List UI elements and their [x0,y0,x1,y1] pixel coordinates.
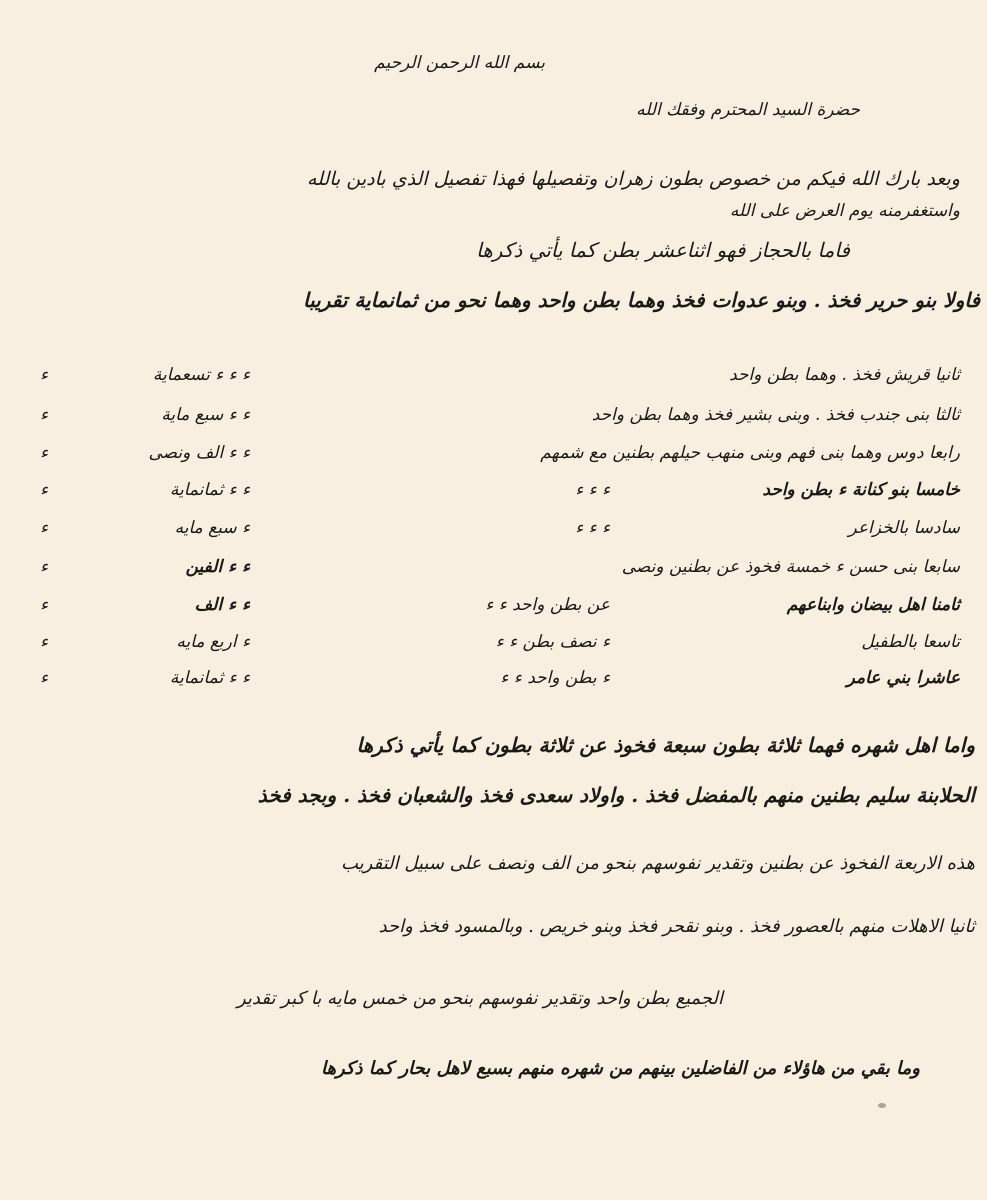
list-item-ditto: ء نصف بطن ء ء [495,632,610,652]
list-item-count: ء ء الفين [185,557,250,577]
paragraph-shahra-intro: واما اهل شهره فهما ثلاثة بطون سبعة فخوذ عن ثلاثة بطون كما يأتي ذكرها [356,733,975,757]
list-item-mark: ء [40,365,48,385]
list-item-second [10,365,980,399]
list-item-mark: ء [40,595,48,615]
lead-line: فاما بالحجاز فهو اثناعشر بطن كما يأتي ذكرها [476,238,850,262]
list-item-mark: ء [40,632,48,652]
list-item-text: سابعا بنى حسن ء خمسة فخوذ عن بطنين ونصى [621,557,960,577]
list-item-text: ثامنا اهل بيضان وابناعهم [786,595,960,615]
list-item-count: ء ء الف ونصى [148,443,250,463]
paragraph-closing: وما بقي من هاؤلاء من الفاضلين بينهم من شهره منهم بسبع لاهل بحار كما ذكرها [320,1058,920,1079]
list-item-count: ء ء ثمانماية [169,668,250,688]
ink-spot [878,1103,886,1108]
list-item-count: ء ء سبع ماية [161,405,250,425]
list-item-seventh [10,557,980,591]
list-item-count: ء ء ء تسعماية [152,365,250,385]
list-item-ditto: ء ء ء [575,518,610,538]
list-item-count: ء ء الف [194,595,250,615]
list-item-fourth [10,443,980,477]
list-item-tenth [10,668,980,702]
list-item-text: خامسا بنو كنانة ء بطن واحد [762,480,960,500]
list-item-mark: ء [40,480,48,500]
list-item-text: ثانيا قريش فخذ . وهما بطن واحد [729,365,960,385]
paragraph-total: الجميع بطن واحد وتقدير نفوسهم بنحو من خمس مايه با كبر تقدير [236,988,724,1009]
list-item-mark: ء [40,405,48,425]
paragraph-four-clans: هذه الاربعة الفخوذ عن بطنين وتقدير نفوسهم بنحو من الف ونصف على سبيل التقريب [340,853,975,874]
intro-line-2: واستغفرمنه يوم العرض على الله [729,201,960,221]
list-item-text: ثالثا بنى جندب فخذ . وبنى بشير فخذ وهما بطن واحد [591,405,960,425]
list-item-first: فاولا بنو حرير فخذ . وبنو عدوات فخذ وهما بطن واحد وهما نحو من ثمانماية تقريبا [303,288,980,312]
list-item-sixth [10,518,980,552]
paragraph-ahlat: ثانيا الاهلات منهم بالعصور فخذ . وبنو نقحر فخذ وبنو خريص . وبالمسود فخذ واحد [378,916,975,937]
intro-line-1: وبعد بارك الله فيكم من خصوص بطون زهران وتفصيلها فهذا تفصيل الذي بادين بالله [307,168,960,190]
list-item-text: عاشرا بني عامر [846,668,960,688]
salutation-line: حضرة السيد المحترم وفقك الله [636,100,860,120]
list-item-mark: ء [40,668,48,688]
list-item-mark: ء [40,518,48,538]
list-item-count: ء سبع مايه [174,518,250,538]
list-item-third [10,405,980,439]
list-item-ditto: ء بطن واحد ء ء [500,668,610,688]
list-item-mark: ء [40,557,48,577]
list-item-text: رابعا دوس وهما بنى فهم وبنى منهب حيلهم بطنين مع شمهم [540,443,960,463]
list-item-fifth [10,480,980,514]
list-item-ditto: ء ء ء [575,480,610,500]
paragraph-halabina: الحلابنة سليم بطنين منهم بالمفضل فخذ . واولاد سعدى فخذ والشعبان فخذ . وبجد فخذ [257,783,975,807]
basmala-heading: بسم الله الرحمن الرحيم [374,53,545,73]
list-item-mark: ء [40,443,48,463]
list-item-count: ء ء ثمانماية [169,480,250,500]
list-item-ditto: عن بطن واحد ء ء [485,595,610,615]
list-item-ninth [10,632,980,666]
list-item-eighth [10,595,980,629]
list-item-text: تاسعا بالطفيل [861,632,960,652]
list-item-text: سادسا بالخزاعر [848,518,960,538]
list-item-count: ء اربع مايه [176,632,250,652]
